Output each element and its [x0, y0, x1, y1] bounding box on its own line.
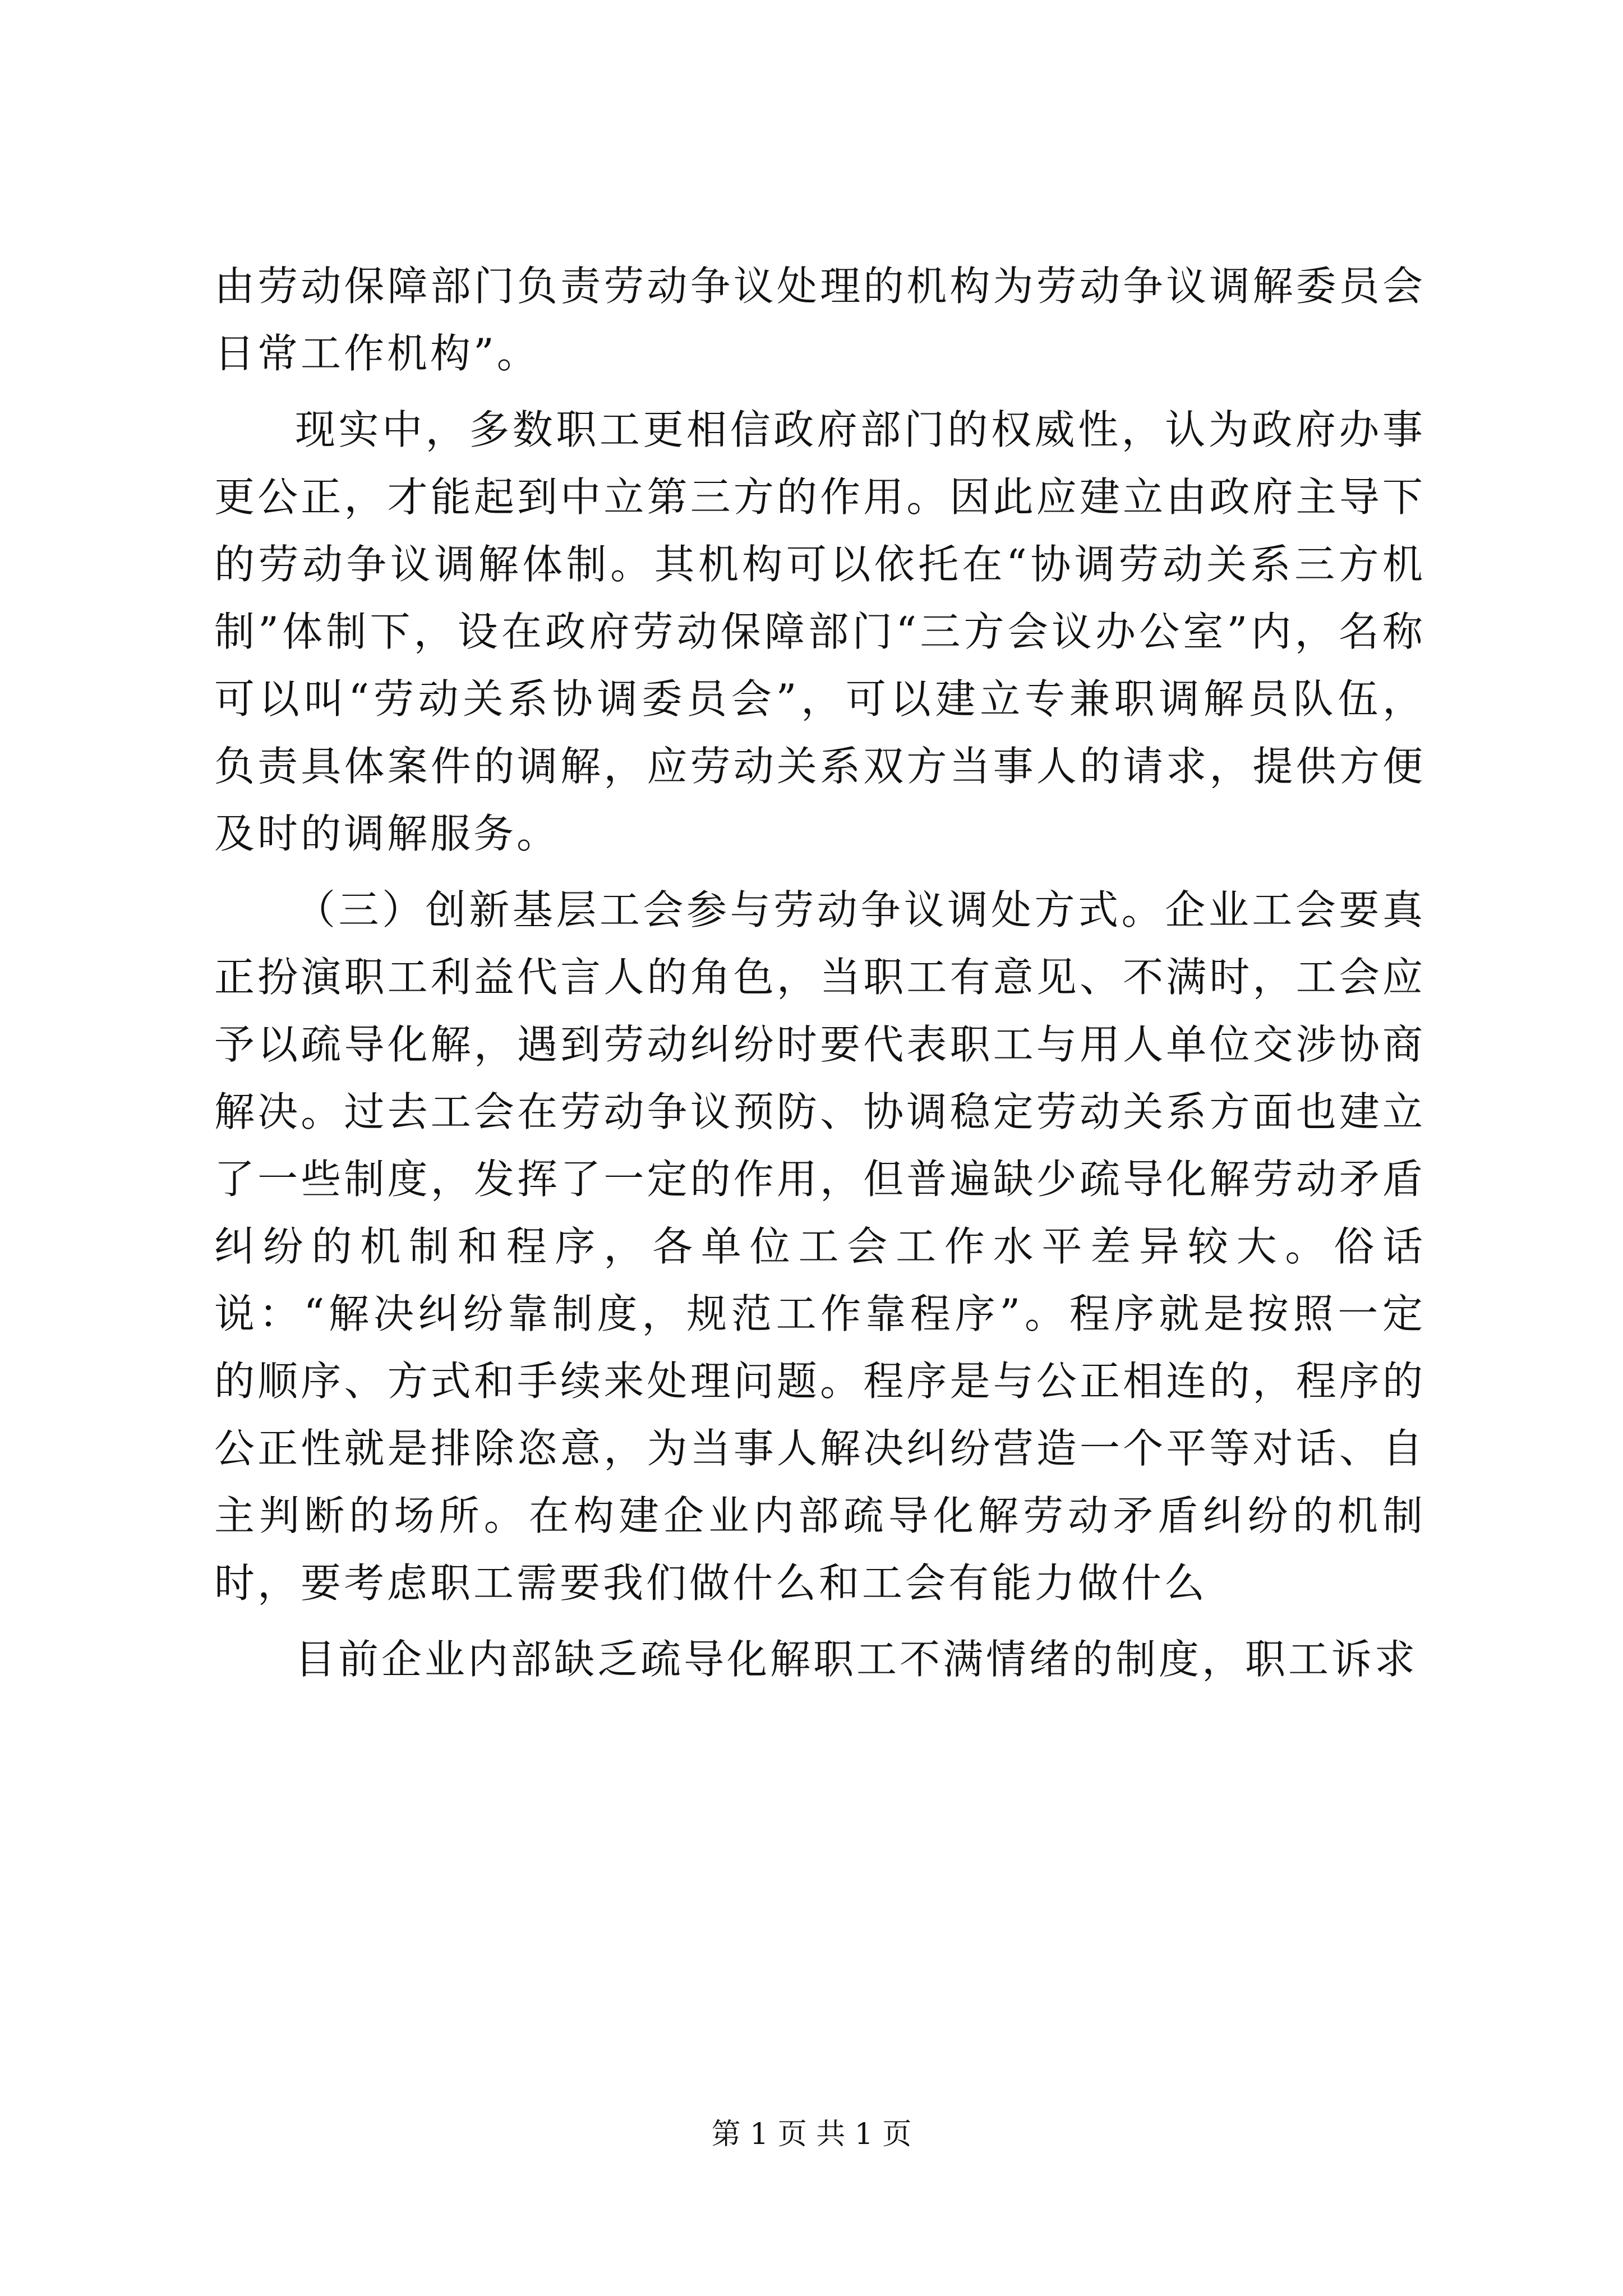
document-body	[214, 252, 1426, 1702]
paragraph-government-mediation: 现实中，多数职工更相信政府部门的权威性，认为政府办事更公正，才能起到中立第三方的作用。因此应建立由政府主导下的劳动争议调解体制。其机构可以依托在“协调劳动关系三方机制”体制下，设在政府劳动保障部门“三方会议办公室”内，名称可以叫“劳动关系协调委员会”，可以建立专兼职调解员队伍，负责具体案件的调解，应劳动关系双方当事人的请求，提供方便及时的调解服务。	[214, 406, 1426, 857]
paragraph-continuation: 由劳动保障部门负责劳动争议处理的机构为劳动争议调解委员会日常工作机构”。	[214, 263, 1426, 377]
paragraph-union-innovation: （三）创新基层工会参与劳动争议调处方式。企业工会要真正扮演职工利益代言人的角色，当职工有意见、不满时，工会应予以疏导化解，遇到劳动纠纷时要代表职工与用人单位交涉协商解决。过去工会在劳动争议预防、协调稳定劳动关系方面也建立了一些制度，发挥了一定的作用，但普遍缺少疏导化解劳动矛盾纠纷的机制和程序，各单位工会工作水平差异较大。俗话说：“解决纠纷靠制度，规范工作靠程序”。程序就是按照一定的顺序、方式和手续来处理问题。程序是与公正相连的，程序的公正性就是排除恣意，为当事人解决纠纷营造一个平等对话、自主判断的场所。在构建企业内部疏导化解劳动矛盾纠纷的机制时，要考虑职工需要我们做什么和工会有能力做什么	[214, 886, 1426, 1607]
page-footer: 第 1 页 共 1 页	[711, 2118, 912, 2151]
paragraph-enterprise-lack: 目前企业内部缺乏疏导化解职工不满情绪的制度，职工诉求	[295, 1636, 1418, 1683]
